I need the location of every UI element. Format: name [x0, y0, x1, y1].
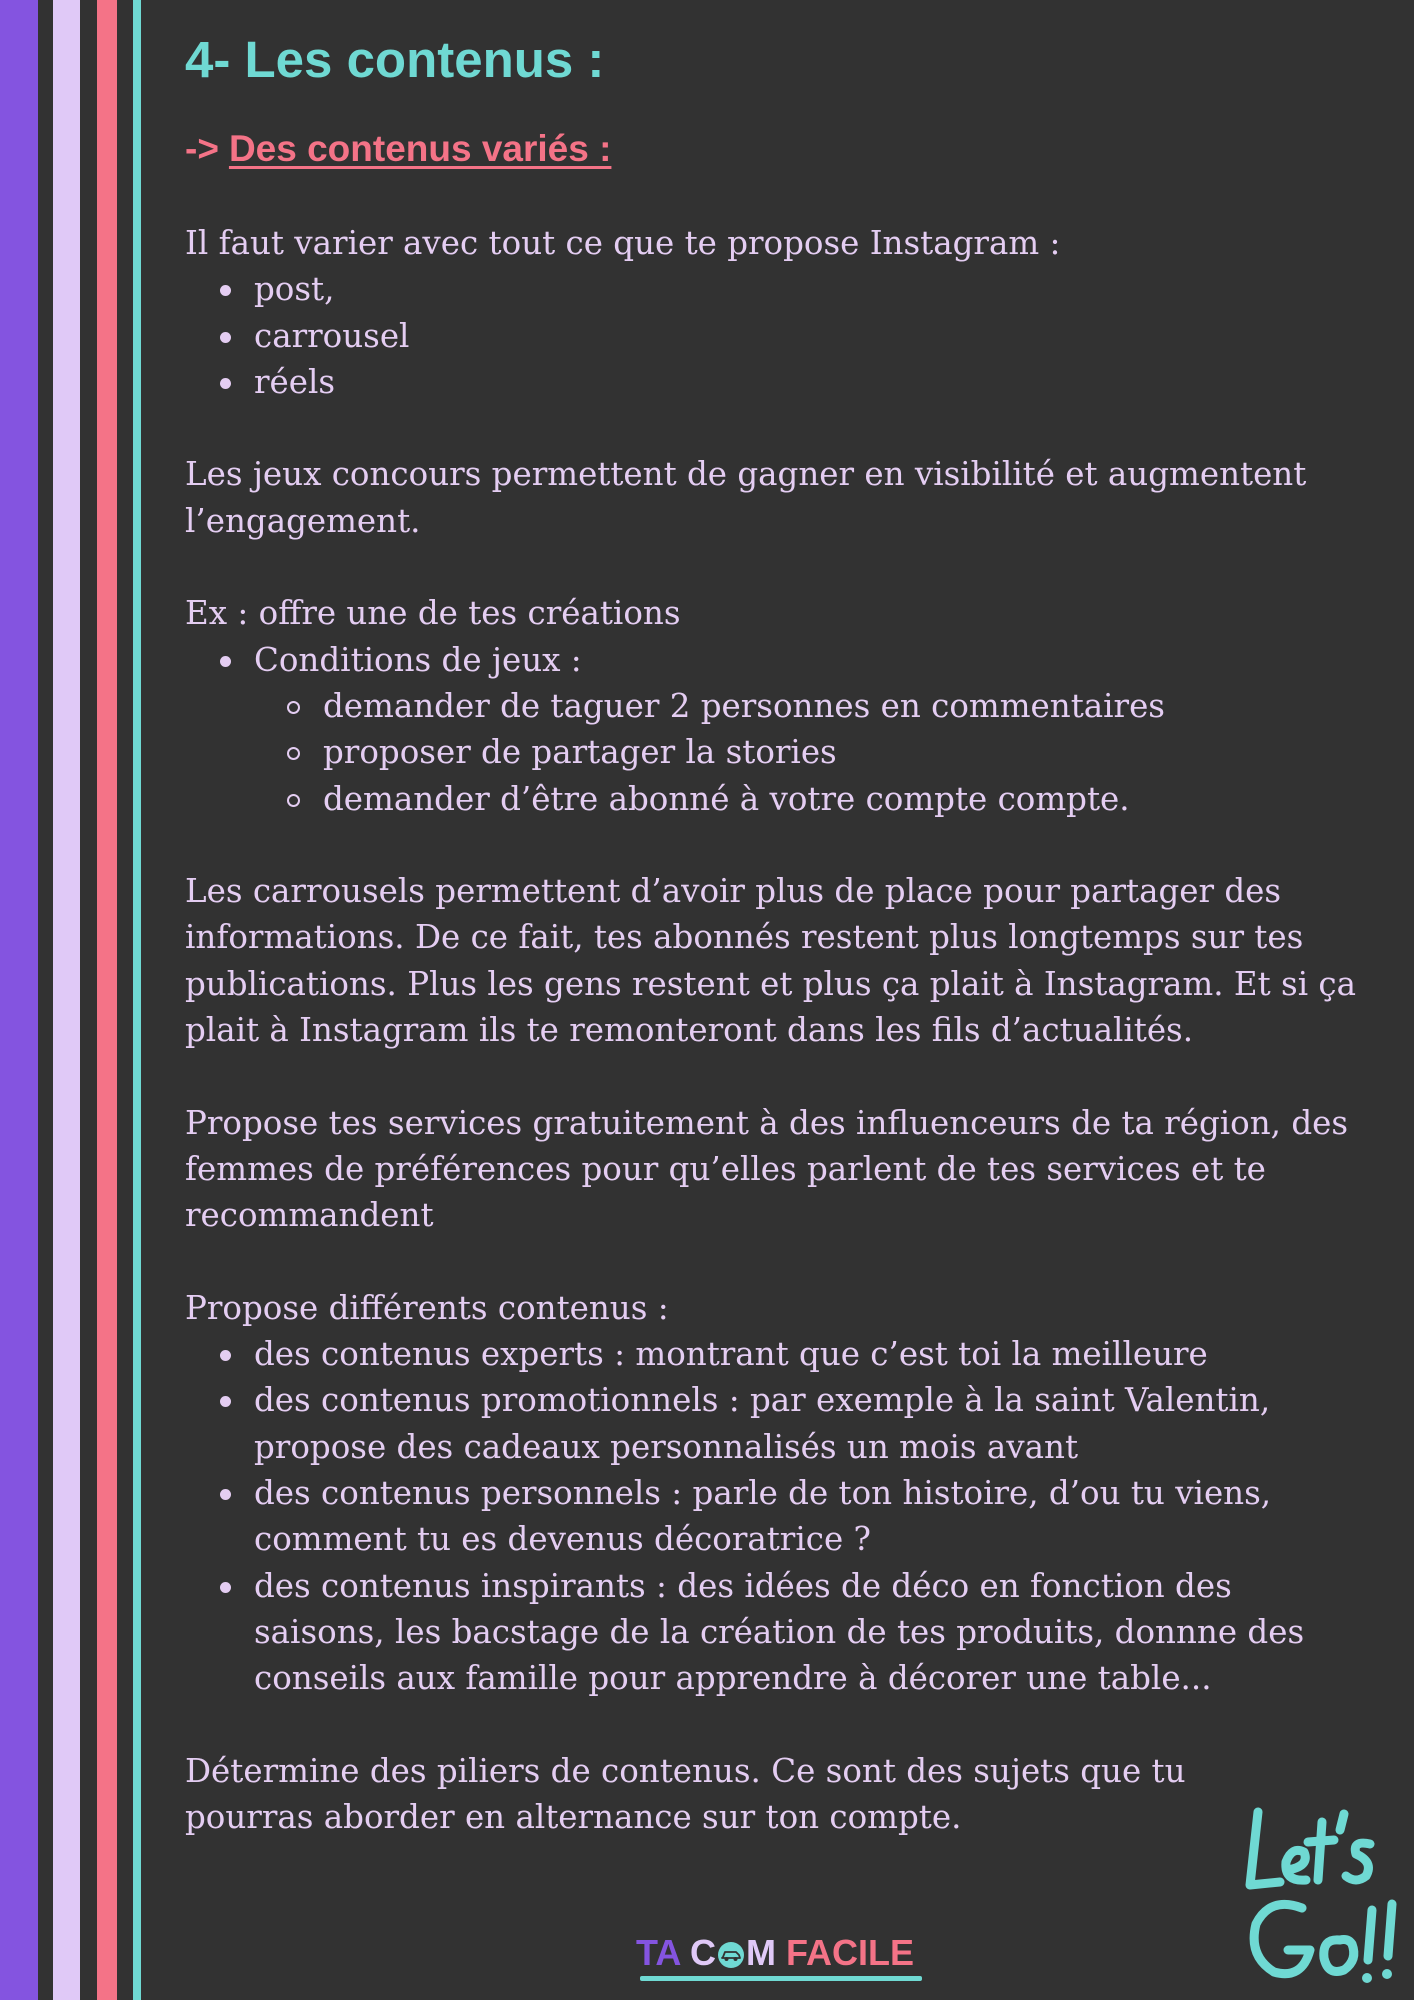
- paragraph-jeux-concours: Les jeux concours permettent de gagner en visibilité et augmentent l’engagement.: [185, 455, 1307, 540]
- list-item: carrousel: [185, 313, 1360, 359]
- page-title: 4- Les contenus :: [185, 31, 605, 88]
- sub-list-item: proposer de partager la stories: [254, 729, 1360, 775]
- conditions-label: Conditions de jeux :: [254, 640, 582, 679]
- conditions-sublist: [185, 683, 1360, 822]
- subtitle-arrow: ->: [185, 128, 219, 169]
- logo-m: M: [746, 1932, 776, 1973]
- stripe-teal: [133, 0, 141, 2000]
- list-item: des contenus promotionnels : par exemple à la saint Valentin, propose des cadeaux personnalisés un mois avant: [185, 1377, 1360, 1470]
- stripe-purple: [0, 0, 38, 2000]
- list-item: post,: [185, 266, 1360, 312]
- paragraph-piliers: Détermine des piliers de contenus. Ce sont des sujets que tu pourras aborder en alternance sur ton compte.: [185, 1751, 1186, 1837]
- list-item: réels: [185, 359, 1360, 405]
- vintage-car-icon: [717, 1941, 745, 1969]
- list-item-conditions: [185, 637, 1360, 822]
- stripe-pink: [97, 0, 117, 2000]
- lets-go-sticker: [1240, 1800, 1410, 1990]
- list-item: des contenus inspirants : des idées de déco en fonction des saisons, les bacstage de la création de tes produits, donnne des conseils aux famille pour apprendre à décorer une table...: [185, 1563, 1360, 1702]
- intro-example: Ex : offre une de tes créations: [185, 594, 681, 633]
- intro-content-types: Propose différents contenus :: [185, 1288, 669, 1327]
- stripe-lavender: [53, 0, 80, 2000]
- content-types-list: [185, 1331, 1360, 1701]
- intro-variety: Il faut varier avec tout ce que te propose Instagram :: [185, 224, 1061, 262]
- conditions-list: [185, 637, 1360, 822]
- sub-list-item: demander de taguer 2 personnes en commentaires: [254, 683, 1360, 729]
- logo-ta: TA: [636, 1932, 680, 1973]
- logo-c: C: [690, 1932, 716, 1973]
- body-text: [185, 220, 1360, 1840]
- subtitle-text: Des contenus variés :: [228, 128, 612, 169]
- sub-list-item: demander d’être abonné à votre compte compte.: [254, 776, 1360, 822]
- logo-facile: FACILE: [786, 1932, 915, 1973]
- list-item: des contenus experts : montrant que c’est toi la meilleure: [185, 1331, 1360, 1377]
- list-item: des contenus personnels : parle de ton histoire, d’ou tu viens, comment tu es devenus décoratrice ?: [185, 1470, 1360, 1563]
- paragraph-carrousels: Les carrousels permettent d’avoir plus de place pour partager des informations. De ce fait, tes abonnés restent plus longtemps sur tes publications. Plus les gens restent et plus ça plait à Instagram. Et si ça plait à Instagram ils te remonteront dans les fils d’actualités.: [185, 872, 1356, 1050]
- logo-underline: [640, 1976, 922, 1981]
- format-list: [185, 266, 1360, 405]
- paragraph-influenceurs: Propose tes services gratuitement à des influenceurs de ta région, des femmes de préférences pour qu’elles parlent de tes services et te recommandent: [185, 1103, 1349, 1235]
- brand-logo: [636, 1932, 914, 1974]
- section-subtitle: [185, 128, 611, 170]
